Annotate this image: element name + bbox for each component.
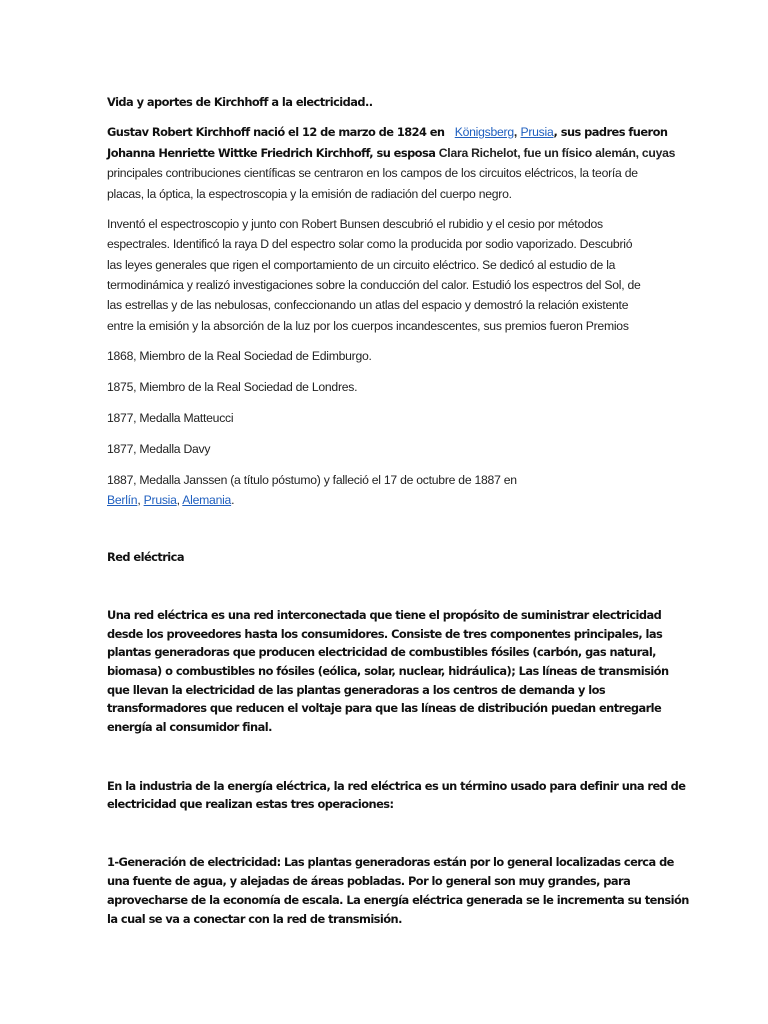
intro-bold-1: Gustav Robert Kirchhoff nació el 12 de marzo de 1824 en bbox=[107, 125, 445, 139]
death-sep-1: , bbox=[137, 493, 144, 507]
intro-rest: Clara Richelot, fue un físico alemán, cuyas bbox=[438, 146, 676, 160]
link-prusia[interactable]: Prusia bbox=[520, 125, 554, 139]
para2-line-2: espectrales. Identificó la raya D del espectro solar como la producida por sodio vaporizado. Descubrió bbox=[107, 237, 633, 251]
para3-line-7: energía al consumidor final. bbox=[107, 720, 272, 734]
para2-line-6: entre la emisión y la absorción de la luz por los cuerpos incandescentes, sus premios fueron Premios bbox=[107, 319, 629, 333]
para3-line-6: transformadores que reducen el voltaje para que las líneas de distribución puedan entregarle bbox=[107, 701, 662, 715]
para5-line-4: la cual se va a conectar con la red de transmisión. bbox=[107, 912, 402, 926]
link-alemania[interactable]: Alemania bbox=[182, 493, 232, 507]
para2-line-5: las estrellas y de las nebulosas, confeccionando un atlas del espacio y demostró la relación existente bbox=[107, 298, 629, 312]
award-janssen: 1887, Medalla Janssen (a título póstumo) y falleció el 17 de octubre de 1887 en bbox=[107, 473, 517, 487]
intro-line-1 bbox=[107, 125, 667, 139]
para3-line-3: plantas generadoras que producen electricidad de combustibles fósiles (carbón, gas natural, bbox=[107, 645, 656, 659]
award-1875: 1875, Miembro de la Real Sociedad de Londres. bbox=[107, 380, 358, 394]
para5-line-2: una fuente de agua, y alejadas de áreas pobladas. Por lo general son muy grandes, para bbox=[107, 874, 631, 888]
intro-bold-3: Johanna Henriette Wittke Friedrich Kirchhoff, su esposa bbox=[107, 146, 436, 160]
para5-line-3: aprovecharse de la economía de escala. La energía eléctrica generada se le incrementa su tensión bbox=[107, 893, 689, 907]
para3-line-5: que llevan la electricidad de las plantas generadoras a los centros de demanda y los bbox=[107, 683, 606, 697]
para2-line-1: Inventó el espectroscopio y junto con Robert Bunsen descubrió el rubidio y el cesio por métodos bbox=[107, 217, 603, 231]
death-sep-2: , bbox=[176, 493, 183, 507]
para2-line-4: termodinámica y realizó investigaciones sobre la conducción del calor. Estudió los espectros del Sol, de bbox=[107, 278, 641, 292]
intro-line-3: principales contribuciones científicas se centraron en los campos de los circuitos eléctricos, la teoría de bbox=[107, 166, 638, 180]
intro-line-2 bbox=[107, 146, 675, 160]
para3-line-4: biomasa) o combustibles no fósiles (eólica, solar, nuclear, hidráulica); Las líneas de transmisión bbox=[107, 664, 669, 678]
death-end: . bbox=[231, 493, 235, 507]
para4-line-2: electricidad que realizan estas tres operaciones: bbox=[107, 797, 394, 811]
award-matteucci: 1877, Medalla Matteucci bbox=[107, 411, 234, 425]
link-prusia-2[interactable]: Prusia bbox=[143, 493, 177, 507]
award-davy: 1877, Medalla Davy bbox=[107, 442, 211, 456]
para2-line-3: las leyes generales que rigen el comportamiento de un circuito eléctrico. Se dedicó al estudio de la bbox=[107, 258, 616, 272]
link-konigsberg[interactable]: Königsberg bbox=[454, 125, 514, 139]
para3-line-2: desde los proveedores hasta los consumidores. Consiste de tres componentes principales, las bbox=[107, 627, 663, 641]
para5-line-1: 1-Generación de electricidad: Las plantas generadoras están por lo general localizadas cerca de bbox=[107, 855, 674, 869]
para4-line-1: En la industria de la energía eléctrica, la red eléctrica es un término usado para definir una red de bbox=[107, 779, 686, 793]
intro-line-4: placas, la óptica, la espectroscopia y la emisión de radiación del cuerpo negro. bbox=[107, 187, 512, 201]
document-title: Vida y aportes de Kirchhoff a la electricidad.. bbox=[107, 95, 373, 109]
intro-sep: , bbox=[513, 125, 518, 139]
para3-line-1: Una red eléctrica es una red interconectada que tiene el propósito de suministrar electricidad bbox=[107, 608, 662, 622]
award-1868: 1868, Miembro de la Real Sociedad de Edimburgo. bbox=[107, 349, 372, 363]
section-heading-red-electrica: Red eléctrica bbox=[107, 550, 184, 564]
intro-bold-2: , sus padres fueron bbox=[553, 125, 668, 139]
link-berlin[interactable]: Berlín bbox=[107, 493, 138, 507]
death-place-line bbox=[107, 493, 234, 507]
